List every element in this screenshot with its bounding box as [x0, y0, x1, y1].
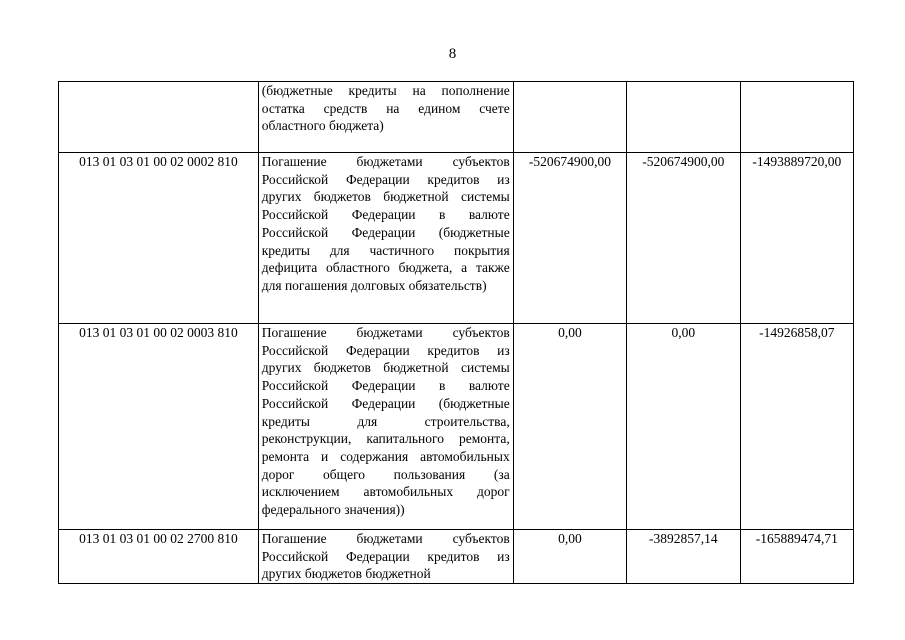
amount-cell-1: 0,00 — [513, 530, 626, 584]
amount-cell-1: 0,00 — [513, 324, 626, 530]
page-number: 8 — [448, 46, 457, 62]
budget-code-cell — [59, 82, 259, 153]
amount-cell-3: -165889474,71 — [740, 530, 853, 584]
budget-code-cell: 013 01 03 01 00 02 0003 810 — [59, 324, 259, 530]
amount-cell-3: -1493889720,00 — [740, 153, 853, 324]
amount-cell-3 — [740, 82, 853, 153]
amount-cell-2: 0,00 — [627, 324, 740, 530]
amount-cell-1: -520674900,00 — [513, 153, 626, 324]
description-cell: Погашение бюджетами субъектов Российской Федерации кредитов из других бюджетов бюджетной системы Российской Федерации в валюте Российской Федерации (бюджетные кредиты для строительства, реконструкции, капитального ремонта, ремонта и содержания автомобильных дорог общего пользования (за исключением автомобильных дорог федерального значения)) — [258, 324, 513, 530]
description-cell: Погашение бюджетами субъектов Российской Федерации кредитов из других бюджетов бюджетной системы Российской Федерации в валюте Российской Федерации (бюджетные кредиты для частичного покрытия дефицита областного бюджета, а также для погашения долговых обязательств) — [258, 153, 513, 324]
description-cell: (бюджетные кредиты на пополнение остатка средств на едином счете областного бюджета) — [258, 82, 513, 153]
budget-code-cell: 013 01 03 01 00 02 2700 810 — [59, 530, 259, 584]
table-row — [59, 153, 854, 324]
budget-sources-table — [58, 81, 854, 584]
table-row — [59, 530, 854, 584]
amount-cell-2: -3892857,14 — [627, 530, 740, 584]
amount-cell-1 — [513, 82, 626, 153]
table-row — [59, 82, 854, 153]
description-cell: Погашение бюджетами субъектов Российской Федерации кредитов из других бюджетов бюджетной — [258, 530, 513, 584]
amount-cell-2 — [627, 82, 740, 153]
amount-cell-3: -14926858,07 — [740, 324, 853, 530]
amount-cell-2: -520674900,00 — [627, 153, 740, 324]
table-row — [59, 324, 854, 530]
budget-code-cell: 013 01 03 01 00 02 0002 810 — [59, 153, 259, 324]
